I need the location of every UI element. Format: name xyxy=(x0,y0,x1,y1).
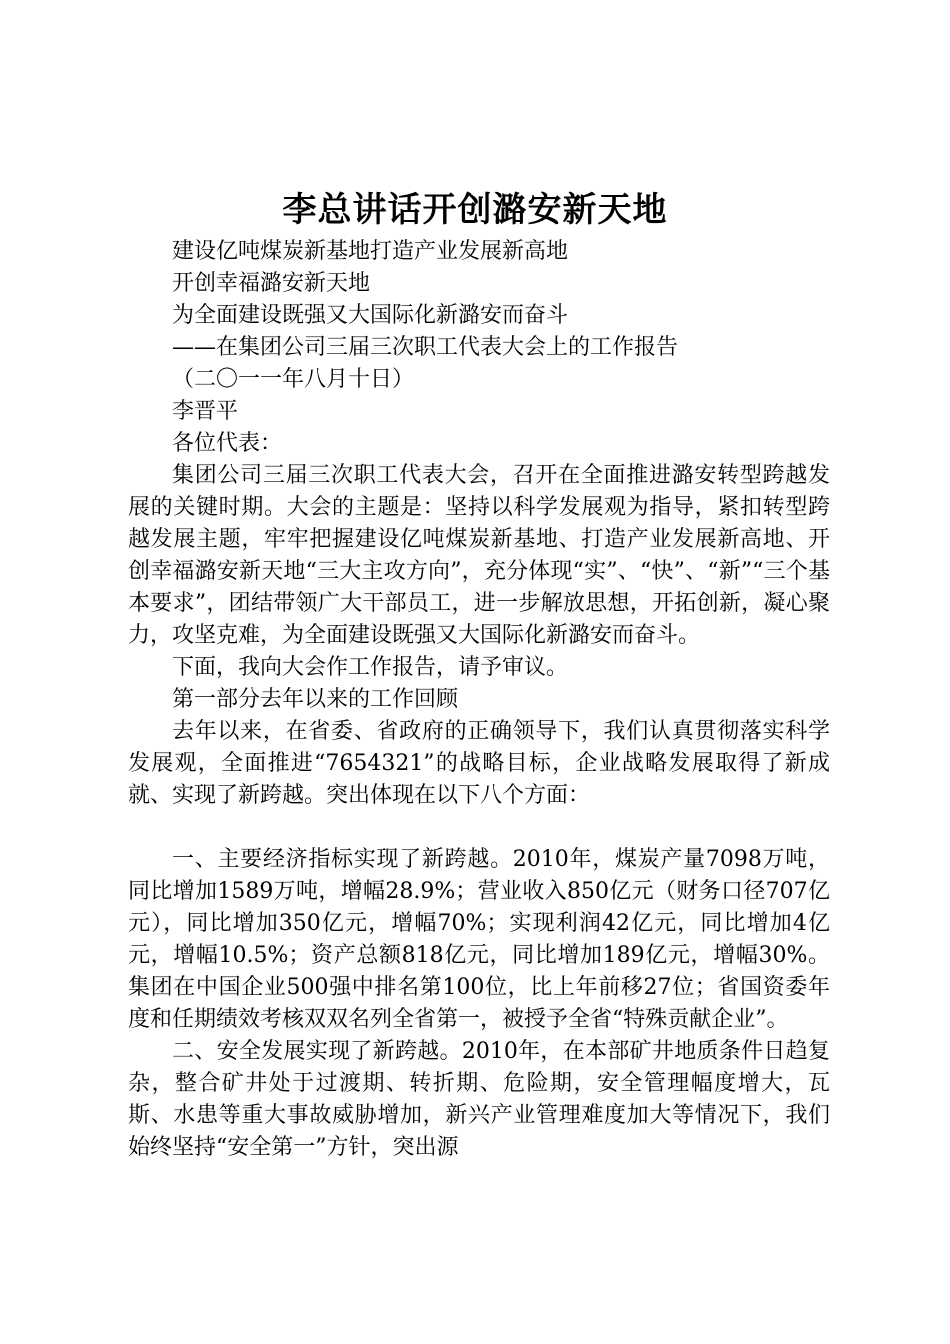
body-paragraph: 下面，我向大会作工作报告，请予审议。 xyxy=(172,655,569,680)
subtitle-line-3: 为全面建设既强又大国际化新潞安而奋斗 xyxy=(172,303,569,328)
report-date: （二〇一一年八月十日） xyxy=(172,367,415,392)
body-paragraph: 二、安全发展实现了新跨越。2010年，在本部矿井地质条件日趋复杂，整合矿井处于过渡期、转折期、危险期，安全管理幅度增大，瓦斯、水患等重大事故威胁增加，新兴产业管理难度加大等情况下，我们始终坚持“安全第一”方针，突出源 xyxy=(128,1039,830,1160)
body-paragraph: 去年以来，在省委、省政府的正确领导下，我们认真贯彻落实科学发展观，全面推进“7654321”的战略目标，企业战略发展取得了新成就、实现了新跨越。突出体现在以下八个方面： xyxy=(128,719,830,808)
report-occasion: ——在集团公司三届三次职工代表大会上的工作报告 xyxy=(172,335,679,360)
salutation: 各位代表： xyxy=(172,431,283,456)
section-heading: 第一部分去年以来的工作回顾 xyxy=(172,687,459,712)
subtitle-line-2: 开创幸福潞安新天地 xyxy=(172,271,371,296)
speaker-name: 李晋平 xyxy=(172,399,239,424)
body-paragraph: 集团公司三届三次职工代表大会，召开在全面推进潞安转型跨越发展的关键时期。大会的主题是：坚持以科学发展观为指导，紧扣转型跨越发展主题，牢牢把握建设亿吨煤炭新基地、打造产业发展新高地、开创幸福潞安新天地“三大主攻方向”，充分体现“实”、“快”、“新”“三个基本要求”，团结带领广大干部员工，进一步解放思想，开拓创新，凝心聚力，攻坚克难，为全面建设既强又大国际化新潞安而奋斗。 xyxy=(128,463,830,648)
blank-line xyxy=(128,812,830,844)
body-paragraph: 一、主要经济指标实现了新跨越。2010年，煤炭产量7098万吨，同比增加1589万吨，增幅28.9%；营业收入850亿元（财务口径707亿元），同比增加350亿元，增幅70%；实现利润42亿元，同比增加4亿元，增幅10.5%；资产总额818亿元，同比增加189亿元，增幅30%。集团在中国企业500强中排名第100位，比上年前移27位；省国资委年度和任期绩效考核双双名列全省第一，被授予全省“特殊贡献企业”。 xyxy=(128,847,830,1032)
document-body xyxy=(128,236,830,1164)
subtitle-line-1: 建设亿吨煤炭新基地打造产业发展新高地 xyxy=(172,239,569,264)
document-title: 李总讲话开创潞安新天地 xyxy=(282,190,668,230)
